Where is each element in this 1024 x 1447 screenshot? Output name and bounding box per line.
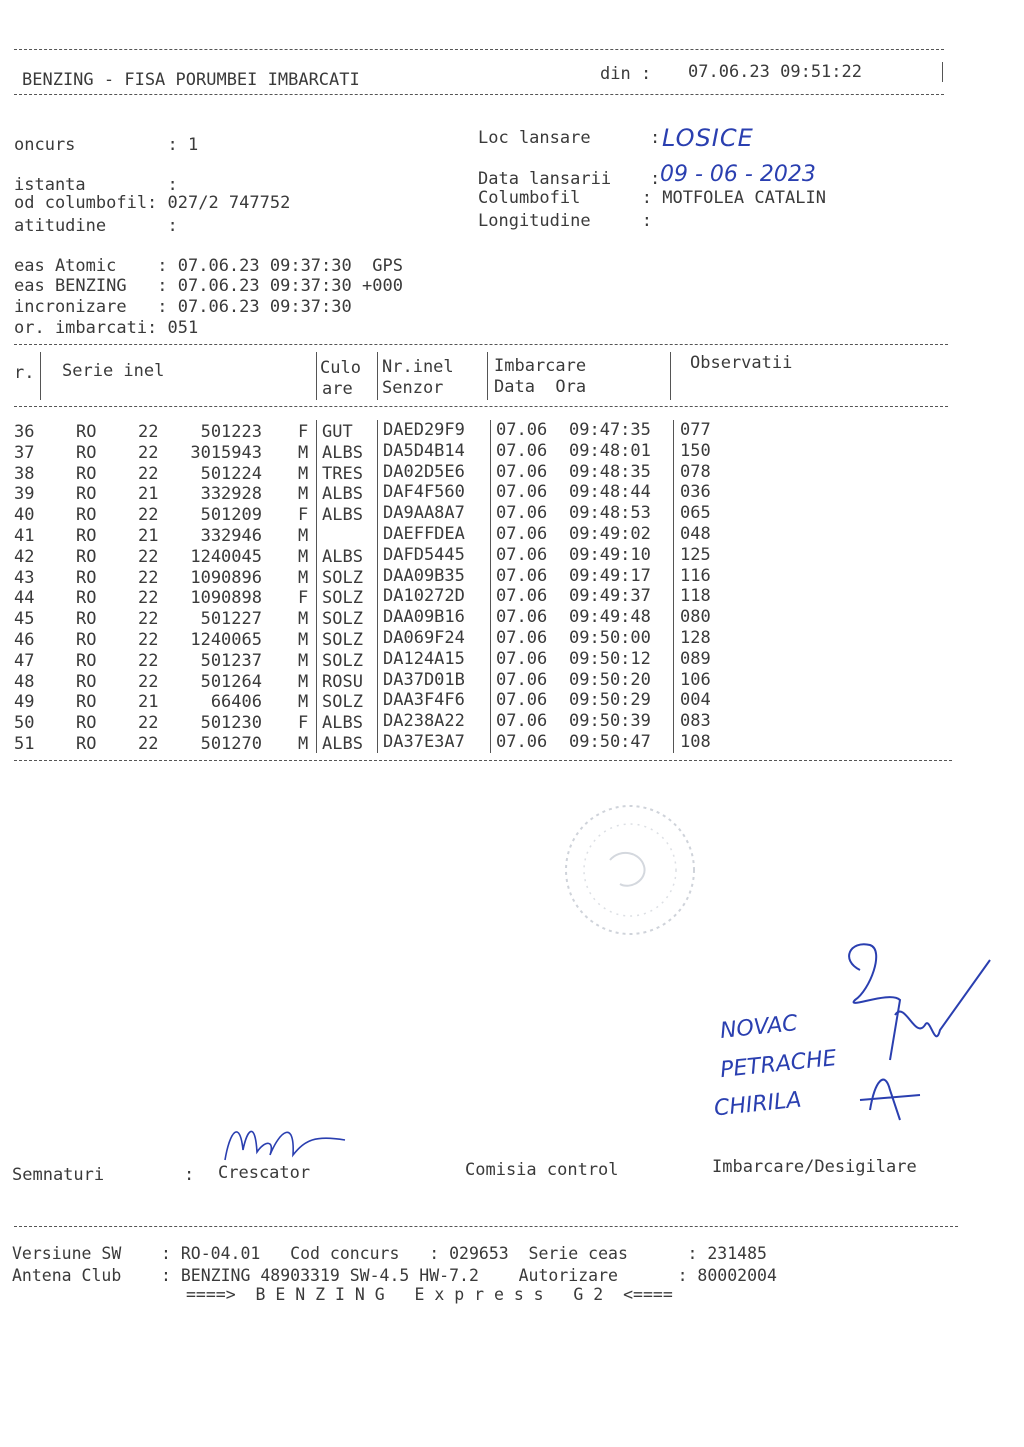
- cell-tara: RO: [76, 505, 97, 526]
- row-separator: [377, 441, 378, 462]
- cell-senzor: DAA3F4F6: [383, 690, 465, 711]
- cell-culoare: TRES: [322, 463, 363, 484]
- row-separator: [673, 732, 674, 753]
- cell-obs: 080: [680, 607, 711, 628]
- cell-ora: 09:49:48: [569, 607, 651, 628]
- row-separator: [673, 566, 674, 587]
- cell-nr: 48: [14, 671, 35, 692]
- footer-rule: [14, 1226, 958, 1227]
- cell-culoare: ALBS: [322, 713, 363, 734]
- cell-senzor: DAEFFDEA: [383, 524, 465, 544]
- info-concurs: oncurs : 1: [14, 135, 199, 155]
- cell-an: 22: [138, 505, 159, 526]
- header-top-rule: [14, 49, 944, 50]
- cell-culoare: ALBS: [322, 546, 363, 567]
- cell-senzor: DAF4F560: [383, 482, 465, 503]
- cell-ora: 09:50:47: [569, 732, 651, 752]
- cell-obs: 108: [680, 732, 711, 752]
- cell-nr: 42: [14, 546, 35, 567]
- cell-nr: 49: [14, 692, 35, 713]
- row-separator: [316, 545, 317, 566]
- cell-sex: M: [298, 734, 309, 754]
- cell-nr: 44: [14, 588, 35, 609]
- cell-data: 07.06: [496, 628, 548, 648]
- row-separator: [316, 503, 317, 524]
- cell-obs: 150: [680, 440, 711, 461]
- row-separator: [377, 503, 378, 524]
- col-header-nr-inel-2: Senzor: [382, 378, 444, 398]
- cell-sex: F: [298, 713, 309, 734]
- cell-sex: M: [298, 567, 309, 588]
- row-separator: [316, 628, 317, 649]
- cell-an: 21: [138, 526, 159, 546]
- row-separator: [377, 586, 378, 607]
- col-header-serie-inel: Serie inel: [62, 361, 165, 381]
- cell-senzor: DA238A22: [383, 711, 465, 732]
- row-separator: [673, 441, 674, 462]
- cell-data: 07.06: [496, 669, 548, 690]
- cell-inel: 3015943: [190, 442, 262, 463]
- loc-lansare-handwritten: LOSICE: [662, 124, 754, 152]
- footer-line-2: Antena Club : BENZING 48903319 SW-4.5 HW-7.2 Autorizare : 80002004: [12, 1266, 777, 1285]
- row-separator: [316, 670, 317, 691]
- nr-imbarcati: or. imbarcati: 051: [14, 318, 199, 338]
- cell-senzor: DAA09B16: [383, 607, 465, 628]
- cell-data: 07.06: [496, 420, 548, 440]
- faint-stamp: [560, 800, 700, 940]
- cell-obs: 116: [680, 565, 711, 586]
- row-separator: [377, 649, 378, 670]
- cell-obs: 048: [680, 524, 711, 544]
- cell-sex: M: [298, 671, 309, 692]
- row-separator: [490, 649, 491, 670]
- cell-sex: M: [298, 463, 309, 484]
- cell-senzor: DA37D01B: [383, 669, 465, 690]
- cell-obs: 065: [680, 503, 711, 524]
- info-cod-columbofil: od columbofil: 027/2 747752: [14, 193, 291, 213]
- cell-nr: 51: [14, 734, 35, 754]
- cell-culoare: SOLZ: [322, 609, 363, 630]
- row-separator: [673, 524, 674, 545]
- cell-culoare: ALBS: [322, 734, 363, 754]
- cell-data: 07.06: [496, 503, 548, 524]
- cell-nr: 41: [14, 526, 35, 546]
- data-lansarii-handwritten: 09 - 06 - 2023: [660, 162, 816, 187]
- row-separator: [490, 420, 491, 441]
- cell-tara: RO: [76, 609, 97, 630]
- cell-an: 21: [138, 484, 159, 505]
- header-sep-obs: [670, 352, 671, 400]
- row-separator: [316, 586, 317, 607]
- cell-tara: RO: [76, 650, 97, 671]
- cell-culoare: GUT: [322, 422, 353, 442]
- cell-ora: 09:50:20: [569, 669, 651, 690]
- cell-data: 07.06: [496, 461, 548, 482]
- row-separator: [377, 420, 378, 441]
- cell-data: 07.06: [496, 607, 548, 628]
- cell-culoare: ALBS: [322, 442, 363, 463]
- cell-obs: 077: [680, 420, 711, 440]
- cell-senzor: DAED29F9: [383, 420, 465, 440]
- signature-comisia: Comisia control: [465, 1160, 619, 1180]
- cell-culoare: SOLZ: [322, 630, 363, 650]
- cell-nr: 50: [14, 713, 35, 734]
- cell-inel: 1090896: [190, 567, 262, 588]
- cell-inel: 1090898: [190, 588, 262, 609]
- cell-inel: 332946: [200, 526, 262, 546]
- header-sep-imbarcare: [487, 352, 488, 400]
- row-separator: [316, 420, 317, 441]
- info-latitudine: atitudine :: [14, 216, 178, 236]
- cell-senzor: DAFD5445: [383, 544, 465, 565]
- row-separator: [377, 732, 378, 753]
- cell-culoare: ROSU: [322, 671, 363, 692]
- cell-tara: RO: [76, 671, 97, 692]
- cell-tara: RO: [76, 526, 97, 546]
- cell-inel: 501223: [200, 422, 262, 442]
- cell-culoare: SOLZ: [322, 567, 363, 588]
- row-separator: [490, 690, 491, 711]
- cell-nr: 40: [14, 505, 35, 526]
- row-separator: [316, 711, 317, 732]
- cell-ora: 09:50:39: [569, 711, 651, 732]
- row-separator: [377, 545, 378, 566]
- cell-obs: 125: [680, 544, 711, 565]
- signature-crescator: Crescator: [218, 1163, 311, 1183]
- cell-data: 07.06: [496, 648, 548, 669]
- cell-ora: 09:48:53: [569, 503, 651, 524]
- row-separator: [377, 711, 378, 732]
- cell-obs: 128: [680, 628, 711, 648]
- row-separator: [673, 670, 674, 691]
- row-separator: [316, 524, 317, 545]
- cell-ora: 09:50:29: [569, 690, 651, 711]
- data-lansarii-sep: :: [650, 169, 661, 189]
- row-separator: [673, 607, 674, 628]
- cell-data: 07.06: [496, 711, 548, 732]
- cell-tara: RO: [76, 422, 97, 442]
- cell-an: 22: [138, 650, 159, 671]
- sincronizare: incronizare : 07.06.23 09:37:30: [14, 297, 352, 317]
- col-header-culoare-2: are: [322, 379, 353, 399]
- loc-lansare-label: Loc lansare: [478, 128, 591, 148]
- cell-tara: RO: [76, 463, 97, 484]
- cell-senzor: DA069F24: [383, 628, 465, 648]
- cell-ora: 09:49:02: [569, 524, 651, 544]
- ceas-atomic: eas Atomic : 07.06.23 09:37:30 GPS: [14, 256, 403, 276]
- row-separator: [673, 586, 674, 607]
- cell-ora: 09:50:00: [569, 628, 651, 648]
- cell-ora: 09:47:35: [569, 420, 651, 440]
- info-distanta: istanta :: [14, 175, 178, 195]
- row-separator: [490, 711, 491, 732]
- row-separator: [490, 524, 491, 545]
- cell-sex: M: [298, 484, 309, 505]
- ceas-benzing: eas BENZING : 07.06.23 09:37:30 +000: [14, 276, 403, 296]
- cell-an: 22: [138, 630, 159, 650]
- cell-ora: 09:49:37: [569, 586, 651, 607]
- cell-nr: 43: [14, 567, 35, 588]
- row-separator: [377, 628, 378, 649]
- row-separator: [673, 420, 674, 441]
- info-columbofil: Columbofil : MOTFOLEA CATALIN: [478, 188, 826, 208]
- header-bottom-rule: [14, 94, 944, 95]
- cell-sex: F: [298, 422, 309, 442]
- row-separator: [316, 690, 317, 711]
- commission-signatures: [830, 930, 1000, 1130]
- cell-senzor: DAA09B35: [383, 565, 465, 586]
- cell-senzor: DA10272D: [383, 586, 465, 607]
- cell-tara: RO: [76, 588, 97, 609]
- cell-data: 07.06: [496, 732, 548, 752]
- cell-data: 07.06: [496, 482, 548, 503]
- col-header-imbarcare-2: Data Ora: [494, 377, 587, 397]
- row-separator: [490, 545, 491, 566]
- signatures-sep: :: [184, 1165, 195, 1185]
- cell-nr: 46: [14, 630, 35, 650]
- row-separator: [673, 503, 674, 524]
- cell-ora: 09:49:17: [569, 565, 651, 586]
- row-separator: [316, 566, 317, 587]
- row-separator: [490, 566, 491, 587]
- cell-an: 22: [138, 734, 159, 754]
- cell-an: 22: [138, 671, 159, 692]
- cell-inel: 332928: [200, 484, 262, 505]
- signatures-label: Semnaturi: [12, 1165, 105, 1185]
- cell-tara: RO: [76, 567, 97, 588]
- row-separator: [490, 441, 491, 462]
- cell-obs: 004: [680, 690, 711, 711]
- row-separator: [490, 670, 491, 691]
- cell-an: 22: [138, 713, 159, 734]
- cell-ora: 09:48:44: [569, 482, 651, 503]
- cell-inel: 501224: [200, 463, 262, 484]
- row-separator: [316, 462, 317, 483]
- cell-tara: RO: [76, 484, 97, 505]
- header-sep-nr: [40, 352, 41, 400]
- loc-lansare-sep: :: [650, 128, 661, 148]
- row-separator: [490, 462, 491, 483]
- print-date-label: din :: [600, 64, 652, 84]
- row-separator: [316, 649, 317, 670]
- cell-sex: M: [298, 650, 309, 671]
- col-header-nr: r.: [14, 363, 35, 383]
- document-title: BENZING - FISA PORUMBEI IMBARCATI: [22, 70, 360, 90]
- footer-line-3: ====> B E N Z I N G E x p r e s s G 2 <====: [186, 1285, 673, 1304]
- cell-inel: 501237: [200, 650, 262, 671]
- signature-imbarcare: Imbarcare/Desigilare: [712, 1157, 917, 1177]
- cell-an: 22: [138, 609, 159, 630]
- cell-an: 22: [138, 567, 159, 588]
- row-separator: [316, 732, 317, 753]
- row-separator: [377, 670, 378, 691]
- cell-inel: 1240065: [190, 630, 262, 650]
- row-separator: [673, 462, 674, 483]
- cell-ora: 09:50:12: [569, 648, 651, 669]
- cell-sex: M: [298, 526, 309, 546]
- row-separator: [377, 462, 378, 483]
- cell-obs: 083: [680, 711, 711, 732]
- handwritten-name-1: NOVAC: [718, 1011, 799, 1044]
- row-separator: [490, 732, 491, 753]
- cell-data: 07.06: [496, 690, 548, 711]
- cell-culoare: SOLZ: [322, 692, 363, 713]
- cell-tara: RO: [76, 630, 97, 650]
- cell-data: 07.06: [496, 544, 548, 565]
- col-header-culoare-1: Culo: [320, 358, 361, 378]
- cell-sex: F: [298, 588, 309, 609]
- cell-an: 22: [138, 588, 159, 609]
- cell-nr: 38: [14, 463, 35, 484]
- data-lansarii-label: Data lansarii: [478, 169, 612, 189]
- info-longitudine: Longitudine :: [478, 211, 652, 231]
- cell-tara: RO: [76, 546, 97, 567]
- cell-culoare: SOLZ: [322, 588, 363, 609]
- cell-an: 21: [138, 692, 159, 713]
- row-separator: [673, 628, 674, 649]
- row-separator: [490, 503, 491, 524]
- cell-nr: 45: [14, 609, 35, 630]
- table-header-rule: [14, 406, 948, 407]
- row-separator: [673, 545, 674, 566]
- cell-nr: 36: [14, 422, 35, 442]
- row-separator: [490, 628, 491, 649]
- cell-inel: 501230: [200, 713, 262, 734]
- row-separator: [316, 441, 317, 462]
- footer-line-1: Versiune SW : RO-04.01 Cod concurs : 029653 Serie ceas : 231485: [12, 1244, 767, 1263]
- cell-nr: 47: [14, 650, 35, 671]
- cell-nr: 39: [14, 484, 35, 505]
- cell-inel: 66406: [210, 692, 262, 713]
- row-separator: [673, 649, 674, 670]
- cell-culoare: ALBS: [322, 484, 363, 505]
- cell-data: 07.06: [496, 565, 548, 586]
- crescator-signature: [215, 1110, 355, 1170]
- cell-sex: M: [298, 630, 309, 650]
- cell-data: 07.06: [496, 524, 548, 544]
- row-separator: [377, 524, 378, 545]
- cell-obs: 036: [680, 482, 711, 503]
- cell-culoare: ALBS: [322, 505, 363, 526]
- row-separator: [490, 607, 491, 628]
- cell-sex: M: [298, 609, 309, 630]
- row-separator: [377, 607, 378, 628]
- handwritten-name-3: CHIRILA: [712, 1087, 803, 1122]
- cell-an: 22: [138, 463, 159, 484]
- cell-nr: 37: [14, 442, 35, 463]
- table-top-rule: [14, 344, 948, 345]
- row-separator: [377, 566, 378, 587]
- handwritten-name-2: PETRACHE: [719, 1045, 838, 1084]
- cell-senzor: DA124A15: [383, 648, 465, 669]
- cell-senzor: DA37E3A7: [383, 732, 465, 752]
- row-separator: [490, 482, 491, 503]
- cell-an: 22: [138, 546, 159, 567]
- cell-sex: M: [298, 546, 309, 567]
- row-separator: [673, 482, 674, 503]
- col-header-nr-inel-1: Nr.inel: [382, 357, 454, 377]
- cell-sex: M: [298, 442, 309, 463]
- table-bottom-rule: [14, 760, 952, 761]
- cell-senzor: DA02D5E6: [383, 461, 465, 482]
- col-header-observatii: Observatii: [690, 353, 793, 373]
- row-separator: [377, 482, 378, 503]
- cell-inel: 501270: [200, 734, 262, 754]
- cell-ora: 09:48:01: [569, 440, 651, 461]
- cell-obs: 106: [680, 669, 711, 690]
- cell-inel: 501209: [200, 505, 262, 526]
- cell-inel: 501227: [200, 609, 262, 630]
- cell-sex: F: [298, 505, 309, 526]
- cell-data: 07.06: [496, 440, 548, 461]
- cell-an: 22: [138, 422, 159, 442]
- cell-obs: 078: [680, 461, 711, 482]
- cell-ora: 09:49:10: [569, 544, 651, 565]
- cell-inel: 501264: [200, 671, 262, 692]
- cell-tara: RO: [76, 442, 97, 463]
- print-date-value: 07.06.23 09:51:22: [688, 62, 862, 82]
- cell-senzor: DA9AA8A7: [383, 503, 465, 524]
- cell-tara: RO: [76, 734, 97, 754]
- col-header-imbarcare-1: Imbarcare: [494, 356, 587, 376]
- cell-an: 22: [138, 442, 159, 463]
- row-separator: [673, 690, 674, 711]
- header-right-bar: [942, 62, 943, 82]
- cell-obs: 118: [680, 586, 711, 607]
- header-sep-culoare: [316, 352, 317, 400]
- cell-sex: M: [298, 692, 309, 713]
- row-separator: [316, 482, 317, 503]
- row-separator: [673, 711, 674, 732]
- cell-tara: RO: [76, 692, 97, 713]
- row-separator: [316, 607, 317, 628]
- cell-ora: 09:48:35: [569, 461, 651, 482]
- cell-culoare: SOLZ: [322, 650, 363, 671]
- cell-inel: 1240045: [190, 546, 262, 567]
- cell-senzor: DA5D4B14: [383, 440, 465, 461]
- cell-data: 07.06: [496, 586, 548, 607]
- row-separator: [490, 586, 491, 607]
- cell-obs: 089: [680, 648, 711, 669]
- row-separator: [377, 690, 378, 711]
- header-sep-senzor: [377, 352, 378, 400]
- cell-tara: RO: [76, 713, 97, 734]
